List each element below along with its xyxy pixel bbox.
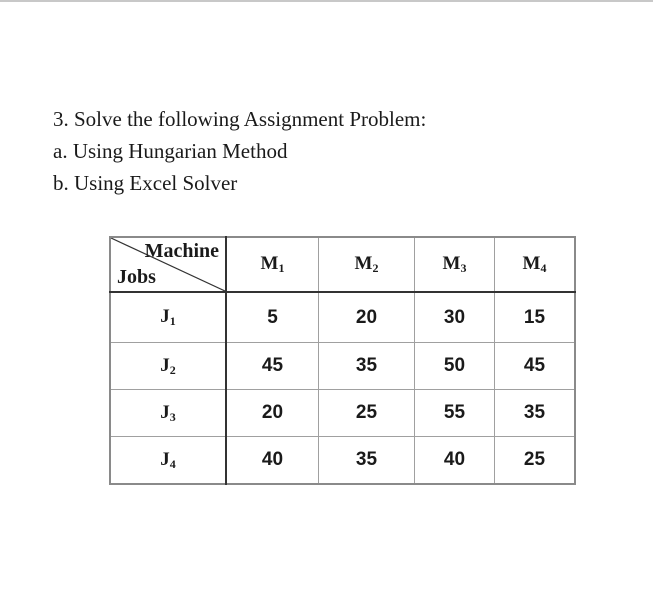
cost-cell: 40 <box>226 437 319 485</box>
machine-letter: M <box>442 253 461 274</box>
cost-cell: 50 <box>415 343 495 390</box>
table-row <box>110 292 575 343</box>
cost-cell: 40 <box>415 437 495 485</box>
corner-label-machine: Machine <box>144 240 219 262</box>
table-row <box>110 390 575 437</box>
question-title: 3. Solve the following Assignment Problem: <box>53 107 427 131</box>
machine-header-m1 <box>226 237 319 292</box>
cost-cell: 45 <box>495 343 576 390</box>
job-label-j4 <box>110 437 226 485</box>
machine-subscript: 4 <box>540 261 547 275</box>
cost-cell: 35 <box>319 437 415 485</box>
table-row <box>110 437 575 485</box>
job-label-j1 <box>110 292 226 343</box>
cost-cell: 5 <box>226 292 319 343</box>
job-subscript: 3 <box>169 409 176 424</box>
machine-letter: M <box>260 253 279 274</box>
corner-label-jobs: Jobs <box>117 266 156 288</box>
cost-cell: 25 <box>319 390 415 437</box>
cost-cell: 55 <box>415 390 495 437</box>
question-part-a: a. Using Hungarian Method <box>53 139 288 163</box>
cost-cell: 20 <box>226 390 319 437</box>
machine-subscript: 2 <box>372 261 379 275</box>
cost-cell: 35 <box>319 343 415 390</box>
top-divider <box>0 0 653 2</box>
machine-header-m2 <box>319 237 415 292</box>
job-letter: J <box>160 306 170 327</box>
job-letter: J <box>160 448 170 470</box>
job-label-j3 <box>110 390 226 437</box>
machine-header-m3 <box>415 237 495 292</box>
cost-cell: 15 <box>495 292 576 343</box>
job-letter: J <box>160 401 170 423</box>
machine-letter: M <box>354 253 373 274</box>
machine-subscript: 3 <box>460 261 467 275</box>
question-part-b: b. Using Excel Solver <box>53 171 238 195</box>
job-subscript: 2 <box>169 362 176 377</box>
machine-subscript: 1 <box>278 261 285 275</box>
assignment-cost-table <box>109 236 576 485</box>
job-subscript: 1 <box>169 314 176 328</box>
cost-cell: 25 <box>495 437 576 485</box>
header-row <box>110 237 575 292</box>
cost-cell: 20 <box>319 292 415 343</box>
machine-letter: M <box>522 253 541 274</box>
cost-cell: 45 <box>226 343 319 390</box>
machine-header-m4 <box>495 237 576 292</box>
job-subscript: 4 <box>169 456 176 471</box>
table-row <box>110 343 575 390</box>
cost-cell: 35 <box>495 390 576 437</box>
job-label-j2 <box>110 343 226 390</box>
question-text <box>53 103 426 199</box>
job-letter: J <box>160 354 170 376</box>
cost-cell: 30 <box>415 292 495 343</box>
corner-header-cell <box>110 237 226 292</box>
